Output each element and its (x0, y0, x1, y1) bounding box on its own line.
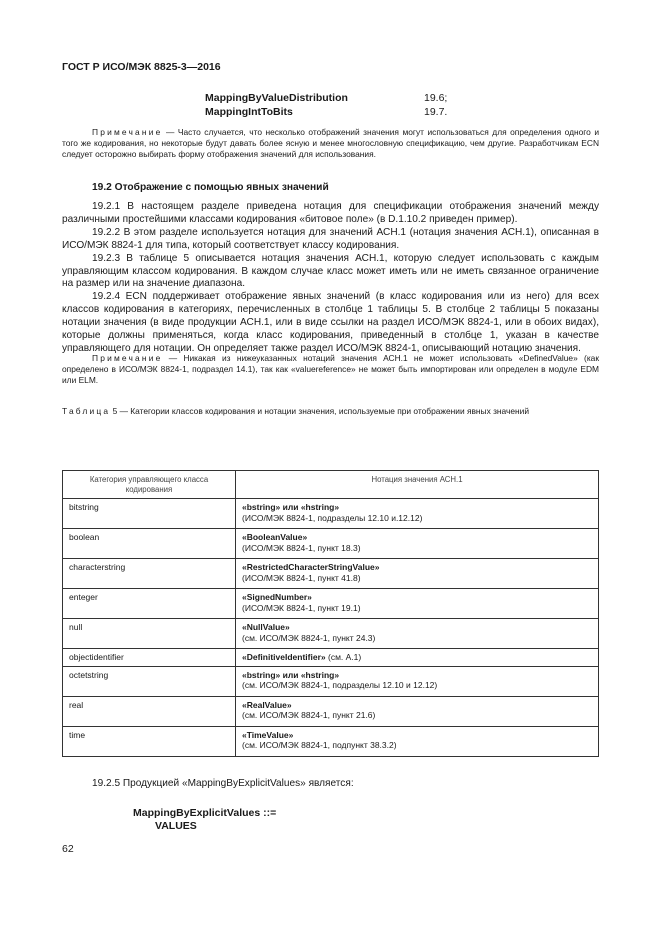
category-cell: bitstring (63, 499, 236, 529)
notation-cell (236, 529, 599, 559)
notation-cell (236, 589, 599, 619)
notation-ref: (ИСО/МЭК 8824-1, пункт 19.1) (242, 602, 361, 613)
notation-ref: (см. А.1) (327, 652, 362, 663)
category-cell: real (63, 696, 236, 726)
notation-ref: (см. ИСО/МЭК 8824-1, подразделы 12.10 и 12.12) (242, 679, 438, 690)
note-label: Примечание (92, 127, 163, 137)
category-cell: characterstring (63, 559, 236, 589)
notation-name: «RestrictedCharacterStringValue» (242, 562, 380, 573)
category-cell: null (63, 619, 236, 649)
table-row (63, 619, 599, 649)
column-header: Категория управляющего класса кодирования (63, 471, 236, 499)
section-body (62, 201, 599, 356)
code-line: MappingByExplicitValues ::= (133, 807, 277, 819)
category-cell: boolean (63, 529, 236, 559)
encoding-class-table (62, 470, 599, 757)
page-number: 62 (62, 843, 74, 855)
note-text: — Никакая из нижеуказанных нотаций значения АСН.1 не может использовать «DefinedValue» (как определено в ИСО/МЭК 8824-1, подраздел 14.1), так как «valuereference» не может быть импортирован или определен в модуле EDM или ELM. (62, 353, 599, 386)
table-header-row (63, 471, 599, 499)
code-line: VALUES (155, 820, 197, 832)
definition-name: MappingByValueDistribution (205, 92, 348, 104)
definition-ref: 19.7. (424, 106, 448, 118)
table-row (63, 529, 599, 559)
table-caption (62, 406, 599, 417)
document-header: ГОСТ Р ИСО/МЭК 8825-3—2016 (62, 61, 221, 73)
paragraph: 19.2.1 В настоящем разделе приведена нотация для спецификации отображения значений между различными простейшими классами кодирования «битовое поле» (в D.1.10.2 приведен пример). (62, 201, 599, 225)
category-cell: enteger (63, 589, 236, 619)
table-row (63, 649, 599, 666)
notation-ref: (см. ИСО/МЭК 8824-1, подпункт 38.3.2) (242, 739, 397, 750)
notation-cell (236, 559, 599, 589)
paragraph-19-2-5: 19.2.5 Продукцией «MappingByExplicitValues» является: (92, 778, 354, 789)
notation-name: «DefinitiveIdentifier» (242, 652, 326, 663)
notation-name: «SignedNumber» (242, 592, 312, 603)
notation-ref: (ИСО/МЭК 8824-1, пункт 18.3) (242, 542, 361, 553)
paragraph: 19.2.2 В этом разделе используется нотация для значений АСН.1 (нотация значения АСН.1), описанная в ИСО/МЭК 8824-1 для типа, который соответствует классу кодирования. (62, 226, 599, 251)
table-row (63, 666, 599, 696)
note-2 (62, 353, 599, 387)
note-label: Примечание (92, 353, 163, 363)
table-row (63, 589, 599, 619)
table-caption-text: 5 — Категории классов кодирования и нотации значения, используемые при отображении явных значений (112, 406, 530, 416)
notation-name: «bstring» или «hstring» (242, 502, 340, 513)
note-text: — Часто случается, что несколько отображений значения могут использоваться для определения одного и того же кодирования, но некоторые будут давать более ясную и менее многословную спецификацию, чем другие. Разработчикам ECN следует осторожно выбирать форму отображения значений для использования. (62, 127, 600, 160)
notation-name: «bstring» или «hstring» (242, 669, 340, 680)
column-header: Нотация значения АСН.1 (236, 471, 599, 499)
notation-cell (236, 726, 599, 756)
paragraph: 19.2.3 В таблице 5 описывается нотация значения АСН.1, которую следует использовать с каждым управляющим классом кодирования. В каждом случае класс может иметь или не иметь связанное ограничение на размер или на значение диапазона. (62, 252, 599, 290)
note-1 (62, 127, 599, 161)
table-row (63, 499, 599, 529)
notation-name: «RealValue» (242, 699, 292, 710)
table-row (63, 696, 599, 726)
notation-name: «BooleanValue» (242, 532, 308, 543)
notation-ref: (ИСО/МЭК 8824-1, пункт 41.8) (242, 572, 361, 583)
category-cell: objectidentifier (63, 649, 236, 666)
paragraph: 19.2.4 ECN поддерживает отображение явных значений (в класс кодирования или из него) для всех классов кодирования в категориях, перечисленных в столбце 1 таблицы 5. В столбце 2 таблицы 5 показаны нотации значения (в виде продукции АСН.1, или в виде ссылки на раздел ИСО/МЭК 8824-1, или в обоих видах), которые должны применяться, когда класс кодирования, приведенный в столбце 1, указан в качестве управляющего для нотации. Он определяет также раздел ИСО/МЭК 8824-1, описывающий нотацию значения. (62, 291, 599, 354)
category-cell: octetstring (63, 666, 236, 696)
notation-name: «NullValue» (242, 622, 290, 633)
notation-cell (236, 696, 599, 726)
notation-name: «TimeValue» (242, 729, 294, 740)
definition-name: MappingIntToBits (205, 106, 293, 118)
table-row (63, 559, 599, 589)
notation-ref: (см. ИСО/МЭК 8824-1, пункт 24.3) (242, 632, 376, 643)
notation-cell (236, 666, 599, 696)
notation-ref: (ИСО/МЭК 8824-1, подразделы 12.10 и.12.12) (242, 512, 423, 523)
notation-ref: (см. ИСО/МЭК 8824-1, пункт 21.6) (242, 709, 376, 720)
table-caption-label: Таблица (62, 406, 111, 416)
section-heading: 19.2 Отображение с помощью явных значений (92, 182, 329, 193)
table-row (63, 726, 599, 756)
notation-cell (236, 619, 599, 649)
category-cell: time (63, 726, 236, 756)
notation-cell (236, 499, 599, 529)
definition-ref: 19.6; (424, 92, 448, 104)
notation-cell (236, 649, 599, 666)
